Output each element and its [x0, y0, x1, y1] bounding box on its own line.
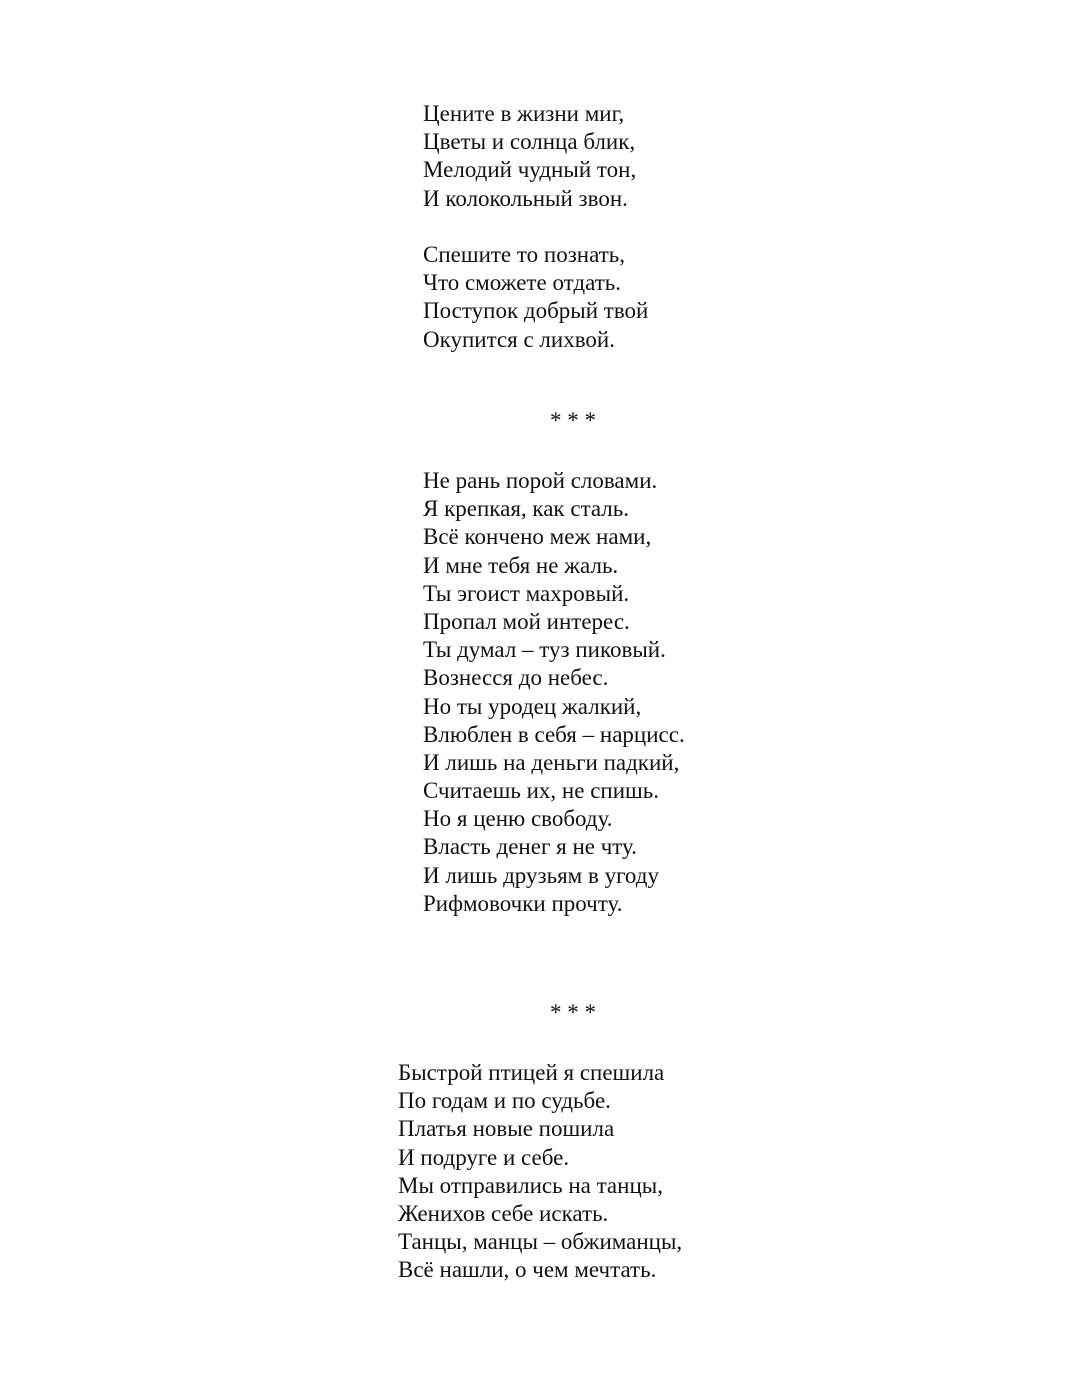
verse-line: Танцы, манцы – обжиманцы,: [398, 1229, 683, 1255]
verse-line: Пропал мой интерес.: [423, 608, 630, 634]
verse-line: Влюблен в себя – нарцисс.: [423, 721, 685, 747]
verse-line: Что сможете отдать.: [423, 270, 621, 296]
verse-line: И подруге и себе.: [398, 1144, 570, 1170]
verse-line: И лишь на деньги падкий,: [423, 749, 680, 775]
verse-line: Власть денег я не чту.: [423, 834, 637, 860]
poem-3: [398, 1059, 682, 1285]
verse-line: Поступок добрый твой: [423, 298, 649, 324]
verse-line: Всё кончено меж нами,: [423, 524, 652, 550]
verse-line: Платья новые пошила: [398, 1116, 615, 1142]
verse-line: Считаешь их, не спишь.: [423, 778, 659, 804]
poem-2: [423, 467, 685, 918]
verse-line: Женихов себе искать.: [398, 1200, 609, 1226]
verse-line: Спешите то познать,: [423, 242, 625, 267]
verse-line: По годам и по судьбе.: [398, 1088, 611, 1114]
section-separator: * * *: [550, 1000, 596, 1025]
verse-line: Я крепкая, как сталь.: [423, 496, 630, 522]
verse-line: Цветы и солнца блик,: [423, 129, 636, 155]
verse-line: И лишь друзьям в угоду: [423, 862, 659, 888]
verse-line: Всё нашли, о чем мечтать.: [398, 1257, 657, 1283]
section-separator: * * *: [550, 408, 596, 433]
verse-line: И колокольный звон.: [423, 185, 628, 211]
verse-line: Не рань порой словами.: [423, 468, 658, 493]
poem-1-stanza-2: [423, 241, 648, 354]
verse-line: Мелодий чудный тон,: [423, 157, 637, 183]
verse-line: Цените в жизни миг,: [423, 101, 625, 126]
verse-line: Окупится с лихвой.: [423, 326, 615, 352]
verse-line: Рифмовочки прочту.: [423, 890, 623, 916]
verse-line: Но ты уродец жалкий,: [423, 693, 642, 719]
verse-line: Вознесся до небес.: [423, 665, 609, 691]
verse-line: Мы отправились на танцы,: [398, 1172, 663, 1198]
verse-line: Но я ценю свободу.: [423, 806, 613, 832]
verse-line: Ты эгоист махровый.: [423, 580, 630, 606]
verse-line: Быстрой птицей я спешила: [398, 1060, 665, 1085]
verse-line: Ты думал – туз пиковый.: [423, 637, 666, 663]
verse-line: И мне тебя не жаль.: [423, 552, 619, 578]
poem-1-stanza-1: [423, 100, 636, 213]
